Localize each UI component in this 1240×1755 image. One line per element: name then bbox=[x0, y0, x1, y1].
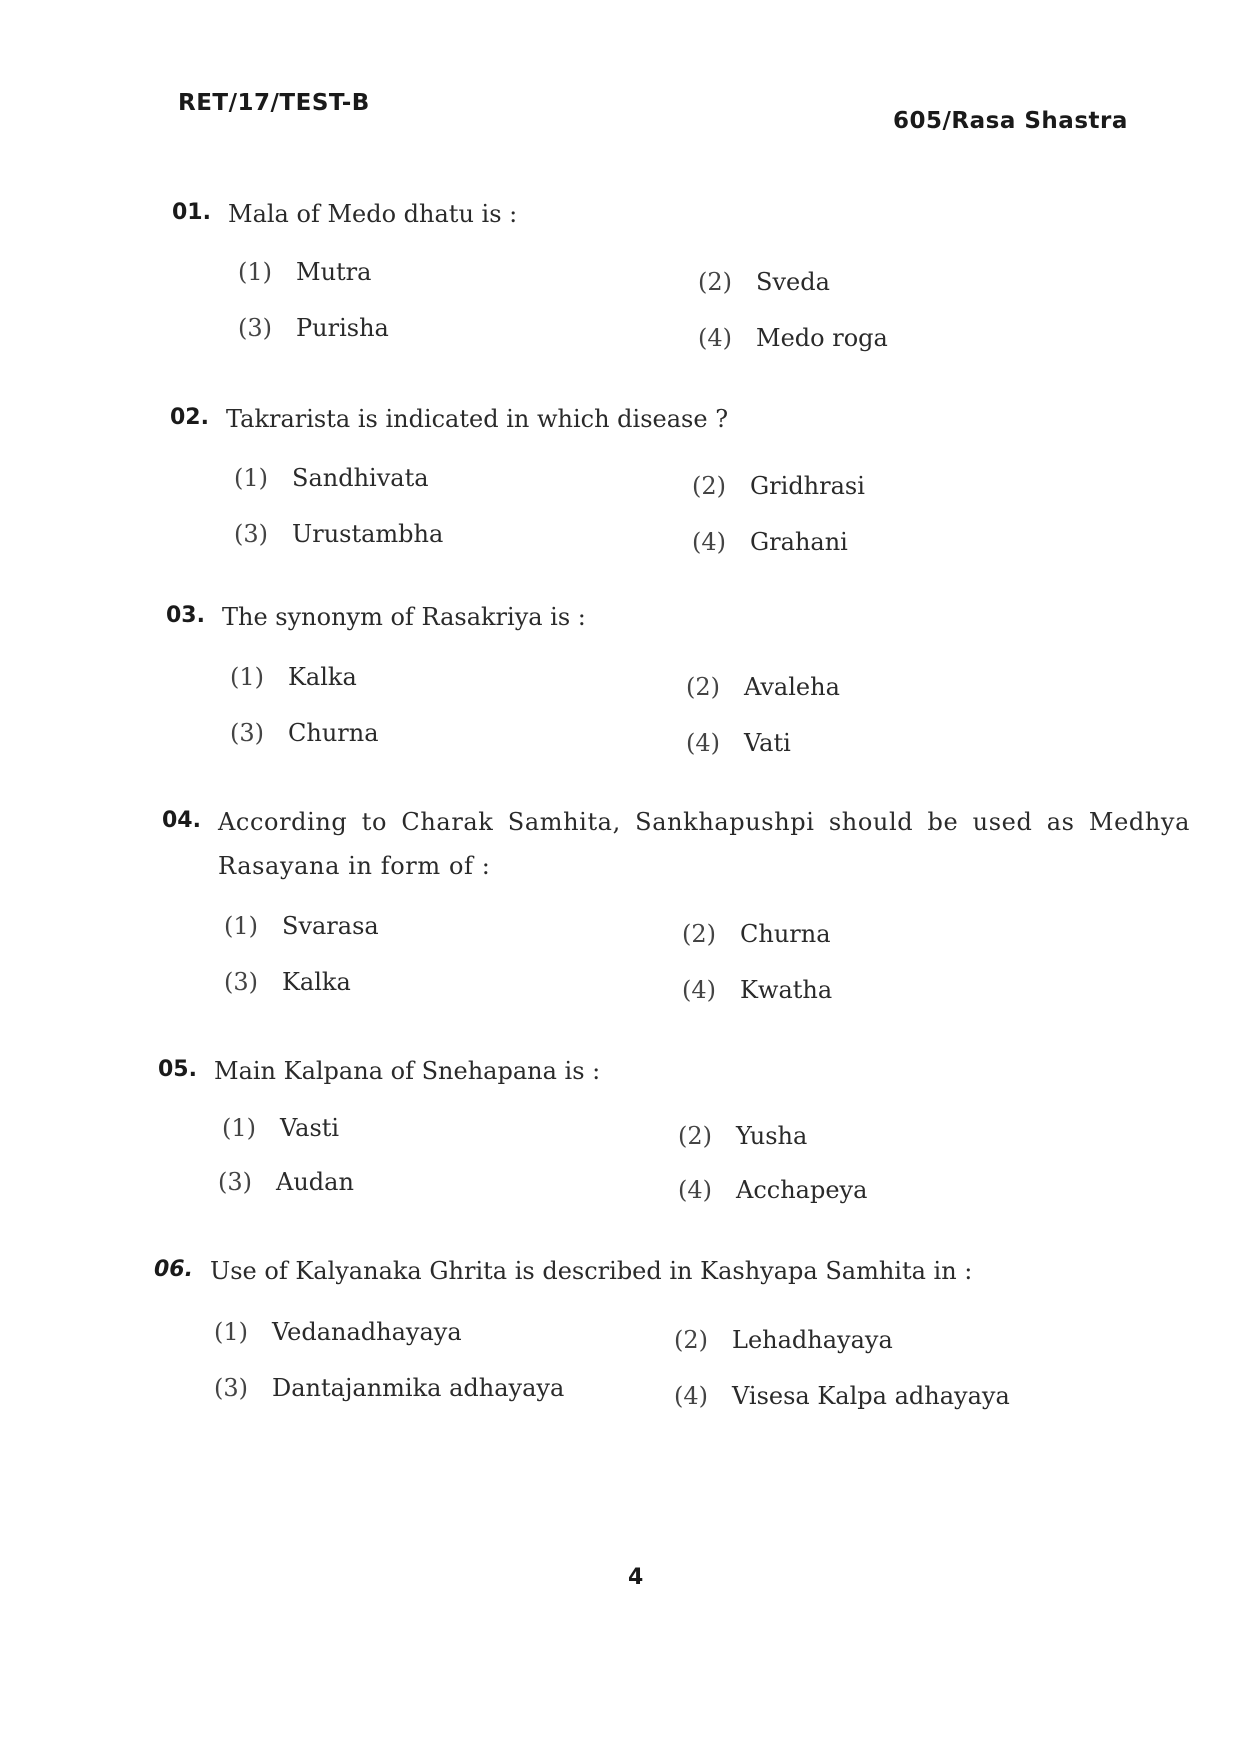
question-text: Use of Kalyanaka Ghrita is described in Kashyapa Samhita in : bbox=[210, 1257, 973, 1285]
option-2 bbox=[674, 1326, 893, 1354]
option-text: Yusha bbox=[736, 1122, 808, 1150]
question-text: Mala of Medo dhatu is : bbox=[228, 200, 518, 228]
option-text: Purisha bbox=[296, 314, 389, 342]
option-number: (4) bbox=[678, 1176, 712, 1204]
question-text: According to Charak Samhita, Sankhapushpi should be used as Medhya Rasayana in form of : bbox=[218, 808, 1190, 880]
option-text: Dantajanmika adhayaya bbox=[272, 1374, 565, 1402]
option-3 bbox=[230, 719, 379, 747]
option-text: Kwatha bbox=[740, 976, 833, 1004]
option-number: (3) bbox=[234, 520, 268, 548]
option-3 bbox=[234, 520, 443, 548]
option-2 bbox=[686, 673, 840, 701]
option-text: Sveda bbox=[756, 268, 830, 296]
option-text: Gridhrasi bbox=[750, 472, 865, 500]
option-text: Grahani bbox=[750, 528, 848, 556]
option-1 bbox=[214, 1318, 462, 1346]
option-2 bbox=[682, 920, 831, 948]
option-2 bbox=[692, 472, 865, 500]
option-text: Sandhivata bbox=[292, 464, 429, 492]
option-number: (3) bbox=[218, 1168, 252, 1196]
option-4 bbox=[698, 324, 888, 352]
option-number: (1) bbox=[214, 1318, 248, 1346]
question-text: Takrarista is indicated in which disease ? bbox=[226, 405, 729, 433]
option-number: (2) bbox=[692, 472, 726, 500]
option-number: (2) bbox=[682, 920, 716, 948]
option-4 bbox=[686, 729, 791, 757]
option-number: (1) bbox=[238, 258, 272, 286]
option-number: (1) bbox=[230, 663, 264, 691]
option-text: Visesa Kalpa adhayaya bbox=[732, 1382, 1010, 1410]
option-1 bbox=[224, 912, 379, 940]
option-text: Audan bbox=[276, 1168, 354, 1196]
option-number: (4) bbox=[698, 324, 732, 352]
option-number: (1) bbox=[222, 1114, 256, 1142]
question-number: 05. bbox=[158, 1057, 197, 1082]
question-number: 04. bbox=[162, 808, 201, 833]
option-text: Svarasa bbox=[282, 912, 379, 940]
header-exam-code: RET/17/TEST-B bbox=[178, 90, 370, 116]
option-4 bbox=[692, 528, 848, 556]
option-text: Avaleha bbox=[744, 673, 840, 701]
option-1 bbox=[230, 663, 357, 691]
option-text: Kalka bbox=[282, 968, 351, 996]
option-number: (3) bbox=[238, 314, 272, 342]
option-3 bbox=[214, 1374, 564, 1402]
question-text: The synonym of Rasakriya is : bbox=[222, 603, 586, 631]
option-text: Kalka bbox=[288, 663, 357, 691]
question-number: 03. bbox=[166, 603, 205, 628]
option-number: (4) bbox=[692, 528, 726, 556]
option-number: (2) bbox=[678, 1122, 712, 1150]
option-text: Vasti bbox=[280, 1114, 340, 1142]
option-number: (2) bbox=[698, 268, 732, 296]
question-number: 01. bbox=[172, 200, 211, 225]
option-text: Lehadhayaya bbox=[732, 1326, 893, 1354]
option-text: Vati bbox=[744, 729, 791, 757]
option-text: Churna bbox=[740, 920, 831, 948]
option-number: (4) bbox=[674, 1382, 708, 1410]
option-1 bbox=[222, 1114, 339, 1142]
option-text: Urustambha bbox=[292, 520, 444, 548]
option-4 bbox=[674, 1382, 1010, 1410]
option-4 bbox=[682, 976, 832, 1004]
option-number: (3) bbox=[230, 719, 264, 747]
question-number: 02. bbox=[170, 405, 209, 430]
option-number: (2) bbox=[686, 673, 720, 701]
header-subject: 605/Rasa Shastra bbox=[893, 108, 1128, 134]
option-4 bbox=[678, 1176, 867, 1204]
option-text: Acchapeya bbox=[736, 1176, 868, 1204]
option-text: Churna bbox=[288, 719, 379, 747]
option-number: (1) bbox=[224, 912, 258, 940]
option-2 bbox=[698, 268, 830, 296]
option-text: Mutra bbox=[296, 258, 372, 286]
option-text: Vedanadhayaya bbox=[272, 1318, 462, 1346]
option-number: (4) bbox=[686, 729, 720, 757]
option-number: (3) bbox=[214, 1374, 248, 1402]
page-number: 4 bbox=[628, 1565, 644, 1590]
option-2 bbox=[678, 1122, 807, 1150]
option-1 bbox=[238, 258, 371, 286]
option-1 bbox=[234, 464, 429, 492]
option-number: (4) bbox=[682, 976, 716, 1004]
question-number: 06. bbox=[154, 1257, 193, 1282]
option-number: (2) bbox=[674, 1326, 708, 1354]
option-text: Medo roga bbox=[756, 324, 888, 352]
question-text: Main Kalpana of Snehapana is : bbox=[214, 1057, 601, 1085]
option-3 bbox=[218, 1168, 354, 1196]
option-number: (1) bbox=[234, 464, 268, 492]
option-3 bbox=[224, 968, 351, 996]
option-3 bbox=[238, 314, 389, 342]
option-number: (3) bbox=[224, 968, 258, 996]
